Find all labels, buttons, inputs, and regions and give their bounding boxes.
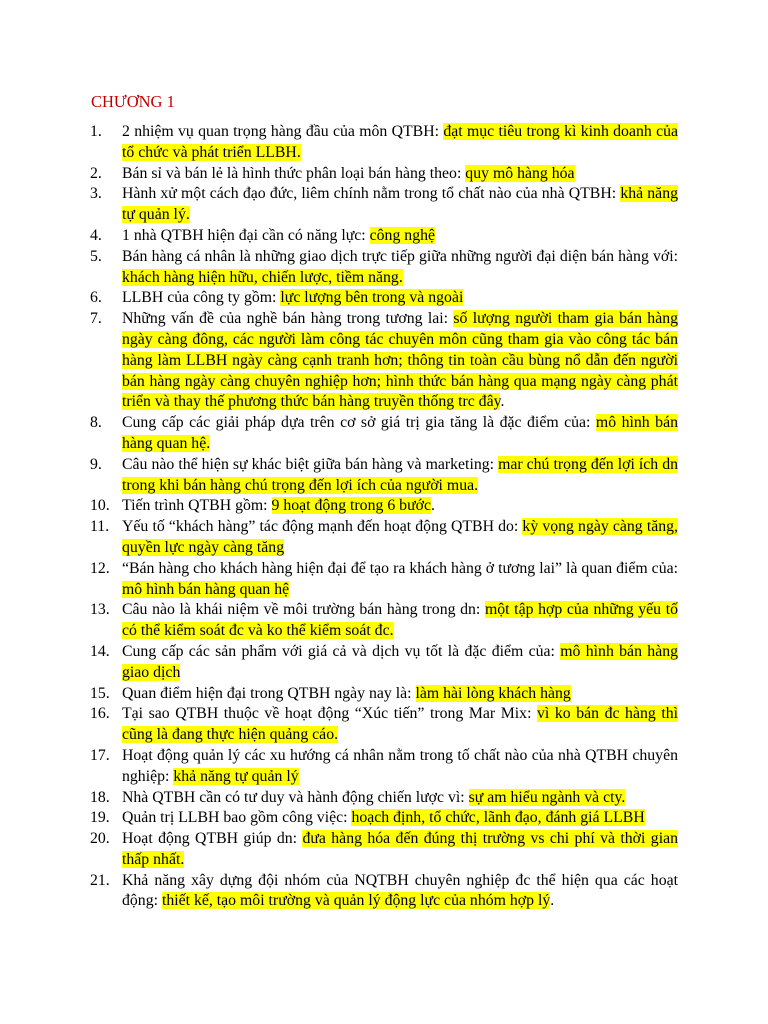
highlighted-answer: sự am hiểu ngành và cty. [468, 788, 626, 806]
question-number: 14. [90, 642, 110, 660]
question-item [0, 684, 678, 705]
question-number: 2. [90, 164, 102, 182]
highlighted-answer: mô hình bán hàng quan hệ [122, 580, 290, 598]
question-item [0, 455, 678, 497]
question-item [0, 164, 678, 185]
question-text: Câu nào thể hiện sự khác biệt giữa bán hàng và marketing: [122, 455, 499, 473]
highlighted-answer: mô hình bán hàng quan hệ. [122, 414, 678, 452]
question-number: 15. [90, 684, 110, 702]
question-item [0, 413, 678, 455]
question-text: Tiến trình QTBH gồm: [122, 497, 272, 515]
question-text: Khả năng xây dựng đội nhóm của NQTBH chuyên nghiệp đc thể hiện qua các hoạt động: [122, 871, 678, 910]
question-item [0, 808, 678, 829]
highlighted-answer: 9 hoạt động trong 6 bước [271, 497, 432, 515]
question-item [0, 746, 678, 788]
highlighted-answer: một tập hợp của những yếu tố có thể kiểm soát đc và ko thể kiểm soát đc. [122, 601, 678, 640]
question-number: 13. [90, 601, 110, 619]
question-number: 10. [90, 497, 110, 515]
question-number: 1. [90, 123, 102, 140]
question-number: 8. [90, 414, 102, 432]
question-text: Cung cấp các giải pháp dựa trên cơ sở giá trị gia tăng là đặc điểm của: [122, 414, 596, 432]
highlighted-answer: công nghệ [369, 226, 436, 244]
highlighted-answer: vì ko bán đc hàng thì cũng là đang thực hiện quảng cáo. [122, 705, 678, 744]
question-item [0, 122, 678, 164]
question-text: LLBH của công ty gồm: [122, 289, 281, 307]
question-text: Hoạt động quản lý các xu hướng cá nhân nằm trong tố chất nào của nhà QTBH chuyên nghiệp: [122, 746, 678, 785]
question-text: 2 nhiệm vụ quan trọng hàng đầu của môn QTBH: [122, 123, 444, 140]
question-number: 18. [90, 788, 110, 806]
highlighted-answer: mar chú trọng đến lợi ích dn trong khi bán hàng chú trọng đến lợi ích của người mua. [122, 455, 678, 494]
question-item [0, 559, 678, 601]
question-item [0, 496, 678, 517]
question-text: Yếu tố “khách hàng” tác động mạnh đến hoạt động QTBH do: [122, 518, 523, 536]
question-number: 12. [90, 559, 110, 577]
question-number: 6. [90, 289, 102, 307]
question-text: Quan điểm hiện đại trong QTBH ngày nay là: [122, 684, 416, 702]
question-item [0, 642, 678, 684]
question-text: Những vấn đề của nghề bán hàng trong tương lai: [122, 310, 454, 328]
answer-punctuation: . [550, 892, 555, 910]
highlighted-answer: khách hàng hiện hữu, chiến lược, tiềm năng. [122, 268, 403, 286]
question-item [0, 788, 678, 809]
question-text: Hành xử một cách đạo đức, liêm chính nằm trong tổ chất nào của nhà QTBH: [122, 185, 621, 203]
question-number: 9. [90, 455, 102, 473]
question-item [0, 247, 678, 289]
chapter-title: CHƯƠNG 1 [91, 92, 175, 111]
question-number: 17. [90, 746, 110, 764]
question-text: 1 nhà QTBH hiện đại cần có năng lực: [122, 226, 370, 244]
answer-punctuation: . [500, 393, 505, 411]
question-item [0, 184, 678, 226]
highlighted-answer: quy mô hàng hóa [465, 164, 575, 182]
highlighted-answer: đưa hàng hóa đến đúng thị trường vs chi phí và thời gian thấp nhất. [122, 830, 678, 868]
question-item [0, 288, 678, 309]
question-number: 16. [90, 705, 110, 723]
highlighted-answer: hoạch định, tổ chức, lãnh đạo, đánh giá LLBH [351, 809, 645, 827]
question-number: 19. [90, 809, 110, 827]
highlighted-answer: thiết kế, tạo môi trường và quản lý động lực của nhóm hợp lý [161, 892, 551, 910]
question-number: 20. [90, 830, 110, 848]
question-text: Tại sao QTBH thuộc về hoạt động “Xúc tiến” trong Mar Mix: [122, 705, 538, 723]
question-item [0, 829, 678, 871]
question-text: Bán hàng cá nhân là những giao dịch trực tiếp giữa những người đại diện bán hàng với: [122, 247, 678, 265]
question-item [0, 517, 678, 559]
question-text: Quản trị LLBH bao gồm công việc: [122, 809, 352, 827]
highlighted-answer: mô hình bán hàng giao dịch [122, 642, 678, 681]
highlighted-answer: khả năng tự quản lý. [122, 185, 678, 224]
question-number: 21. [90, 871, 110, 889]
question-number: 3. [90, 185, 102, 203]
highlighted-answer: khả năng tự quản lý [173, 767, 299, 785]
answer-punctuation: . [431, 497, 435, 515]
question-number: 11. [90, 518, 110, 536]
question-item [0, 871, 678, 913]
question-number: 5. [90, 247, 102, 265]
highlighted-answer: kỳ vọng ngày càng tăng, quyền lực ngày càng tăng [122, 518, 678, 556]
question-text: Câu nào là khái niệm về môi trường bán hàng trong dn: [122, 601, 485, 619]
question-text: Bán sỉ và bán lẻ là hình thức phân loại bán hàng theo: [122, 164, 466, 182]
question-item [0, 309, 678, 413]
highlighted-answer: làm hài lòng khách hàng [415, 684, 571, 702]
highlighted-answer: số lượng người tham gia bán hàng ngày càng đông, các người làm công tác chuyên môn cũng tham gia vào công tác bán hàng làm LLBH ngày càng cạnh tranh hơn; thông tin toàn cầu bùng nổ dẫn đến người bán hàng ngày càng chuyên nghiệp hơn; hình thức bán hàng qua mạng ngày càng phát triển và thay thế phương thức bán hàng truyền thống trc đây [122, 310, 678, 411]
question-number: 7. [90, 310, 102, 328]
question-text: Nhà QTBH cần có tư duy và hành động chiến lược vì: [122, 788, 469, 806]
highlighted-answer: đạt mục tiêu trong kì kinh doanh của tổ chức và phát triển LLBH. [122, 123, 679, 161]
question-text: Cung cấp các sản phẩm với giá cả và dịch vụ tốt là đặc điểm của: [122, 642, 561, 660]
question-text: “Bán hàng cho khách hàng hiện đại để tạo ra khách hàng ở tương lai” là quan điểm của: [122, 559, 678, 577]
question-item [0, 704, 678, 746]
question-item [0, 600, 678, 642]
highlighted-answer: lực lượng bên trong và ngoài [280, 289, 464, 307]
question-text: Hoạt động QTBH giúp dn: [122, 830, 303, 848]
question-number: 4. [90, 226, 102, 244]
question-item [0, 226, 678, 247]
question-list [0, 122, 768, 912]
